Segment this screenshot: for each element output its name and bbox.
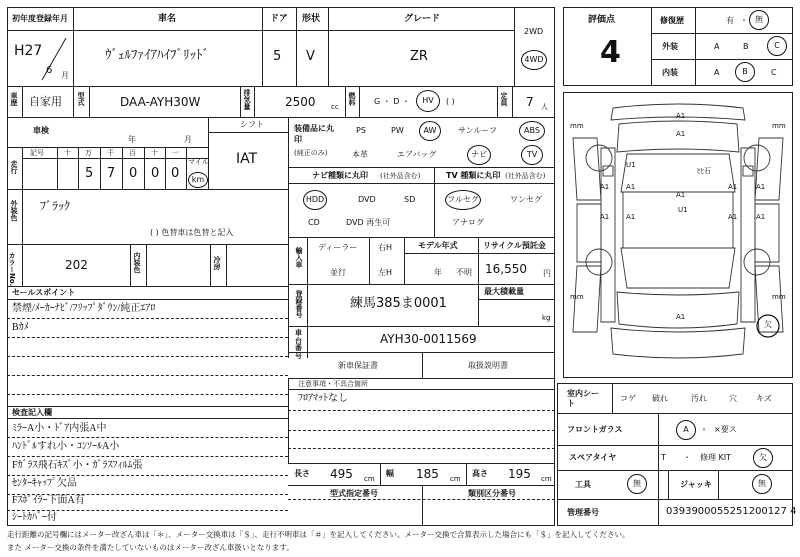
import-rh: 右H [378,243,393,252]
int-b: B [742,67,748,76]
width-label: 幅 [386,469,394,478]
ext-c: C [774,41,780,50]
import-lh: 左H [378,268,393,277]
displacement-value: 2500 [285,95,316,109]
equip-navi: ナビ [471,150,487,159]
fuel-label: 燃料 [348,92,356,106]
tools-label: 工具 [575,480,591,489]
car-name-label: 車名 [158,14,177,24]
shape-value: V [306,49,315,64]
drive-4wd: 4WD [524,55,544,64]
capacity-unit: 人 [541,103,548,111]
navi-label: ナビ種類に丸印 [312,171,368,180]
tv-fullseg: フルセグ [447,195,479,204]
notes-label: 注意事項・不具合箇所 [298,380,368,388]
equip-sunroof: サンルーフ [458,126,497,135]
length-unit: cm [364,475,375,483]
diagram-mm-tl: mm [570,122,584,130]
fuel-hv-circle [416,90,440,112]
usage-value: 自家用 [29,95,62,108]
warranty-manual: 取扱説明書 [468,361,508,370]
check-line-5: ｼｰﾄｶﾊﾞｰ付 [12,512,57,523]
diagram-missing: 欠 [764,320,772,329]
capacity-value: 7 [526,95,534,109]
digit-header-4: 百 [129,149,136,157]
seat-item-3: 穴 [729,394,737,403]
seat-item-0: コゲ [620,394,636,403]
navi-sub: (社外品含む) [380,172,421,180]
diagram-mark-1: A1 [676,130,686,138]
grade-value: ZR [410,49,428,64]
equip-aw-circle [419,121,441,141]
inspection-label: 車検 [33,126,49,135]
score-label: 評価点 [588,15,616,25]
equip-airbag: エアバッグ [397,150,437,159]
spare-label: スペアタイヤ [569,453,617,462]
footer-line-2: また メーター交換の条件を満たしていないものはメーター改ざん車扱いとなります。 [7,543,294,552]
equip-aw: AW [423,126,437,135]
month-suffix: 月 [61,71,69,80]
diagram-mm-tr: mm [772,122,786,130]
jack-label: ジャッキ [680,480,712,489]
check-line-3: ｾﾝﾀｰｷｬｯﾌﾟ欠品 [12,478,77,489]
repair-yes: 有 [726,16,734,25]
int-b-circle [735,62,755,82]
spare-kit: 修理 KIT [700,453,732,462]
equip-pw: PW [391,126,404,135]
repair-no: 無 [755,15,763,24]
int-color-label: 内装色 [133,252,141,273]
warranty-new-car: 新車保証書 [338,361,378,370]
seat-item-1: 破れ [652,394,668,403]
shift-value: IAT [236,151,258,167]
color-code-label: カラーNo. [8,252,16,287]
navi-sd: SD [404,195,416,204]
fuel-options: G ・ D ・ [374,97,410,106]
equipment-label: 装備品に丸印 [294,124,334,144]
grade-label: グレード [404,14,441,24]
mileage-digit-3: 0 [151,166,160,181]
diagram-mark-10: A1 [756,183,766,191]
model-year-unit: 年 [434,268,442,277]
color-code: 202 [65,258,88,272]
height-value: 195 [508,467,531,481]
front-glass-a: A [683,425,689,434]
footer-line-1: 走行距離の記号欄にはメーター改ざん車は「＊」、メーター交換車は「＄」、走行不明車は「＃」を記入してください。メーター交換で合算表示した場合にも「＄」を記入してください。 [7,530,630,539]
mileage-label: 走行 [10,160,18,174]
mileage-digit-2: 0 [129,166,138,181]
diagram-mark-12: A1 [756,213,766,221]
check-line-2: Fｶﾞﾗｽ飛石ｷｽﾞ小・ｶﾞﾗｽﾌｨﾙﾑ張 [12,460,143,471]
displacement-label: 排気量 [243,89,251,110]
front-glass-sep: ・ [700,425,708,434]
km-circle [188,172,208,188]
ext-a: A [714,42,720,51]
diagram-mm-bl: mm [570,293,584,301]
height-label: 高さ [472,469,488,478]
equip-ps: PS [356,126,366,135]
shape-label: 形状 [302,14,321,24]
jack-none: 無 [758,479,766,488]
model-year-unknown: 不明 [456,268,472,277]
fuel-selected: HV [422,96,434,105]
recycle-yen: 円 [543,269,551,278]
int-label: 内装 [662,68,678,77]
equipment-sub: (純正のみ) [294,149,328,157]
front-glass-label: フロントガラス [567,425,623,434]
shift-label: シフト [240,120,264,129]
sales-line-1: Bｶﾒ [12,322,29,333]
diagram-mark-5: A1 [676,191,686,199]
first-reg-year: H27 [14,43,43,59]
mileage-digit-1: 7 [107,166,116,181]
equip-tv: TV [526,150,538,159]
navi-dvd: DVD [358,195,376,204]
diagram-mark-6: A1 [728,183,738,191]
tv-fullseg-circle [445,190,481,210]
int-c: C [771,68,777,77]
digit-header-2: 万 [85,149,92,157]
control-value: 0393900055251200127 4 [666,506,797,517]
import-parallel: 並行 [330,268,346,277]
score-value: 4 [600,35,621,70]
spare-missing: 欠 [759,453,767,462]
equip-tv-circle [521,145,543,165]
mileage-digit-4: 0 [171,166,180,181]
tools-none-circle [627,474,647,494]
spare-sep: ・ [683,453,691,462]
chassis-label: 車台番号 [295,329,302,361]
capacity-label: 定員 [500,92,508,106]
diagram-mark-8: A1 [728,213,738,221]
navi-cd: CD [308,218,320,227]
digit-header-0: 記号 [30,149,44,157]
type-number-label: 型式指定番号 [330,489,378,498]
color-label: 外装色 [10,200,18,221]
recycle-label: リサイクル預託金 [483,241,546,250]
diagram-mark-3: A1 [626,183,636,191]
spare-t: T [661,453,666,462]
model-value: DAA-AYH30W [120,95,201,109]
diagram-mark-4: A1 [626,213,636,221]
check-line-1: ﾊﾝﾄﾞﾙすれ小・ｺﾝｿｰﾙA小 [12,441,120,452]
sales-label: セールスポイント [12,288,76,297]
navi-dvd-play: DVD 再生可 [346,218,391,227]
digit-header-6: 一 [172,149,179,157]
length-label: 長さ [294,469,310,478]
model-year-label: モデル年式 [418,241,458,250]
navi-hdd-circle [303,190,327,210]
tv-label: TV 種類に丸印 [446,171,501,180]
fuel-paren: ( ) [446,97,455,106]
model-label: 型式 [77,92,85,106]
tools-none: 無 [633,479,641,488]
diagram-mark-9: A1 [600,183,610,191]
front-glass-a-circle [676,420,696,440]
repair-dot: ・ [740,16,748,25]
tv-analog: アナログ [452,218,484,227]
spare-missing-circle [753,448,773,468]
repair-no-circle [749,10,769,30]
seat-item-4: キズ [756,394,772,403]
equip-leather: 本革 [352,150,368,159]
check-line-4: Fｽﾎﾟｲﾗｰ下面A有 [12,495,85,506]
equip-abs-circle [519,121,545,141]
registration-value: 練馬385ま0001 [350,296,447,311]
digit-header-1: 十 [64,149,71,157]
km-unit: km [191,175,205,184]
diagram-mm-br: mm [772,293,786,301]
diagram-mark-11: A1 [600,213,610,221]
repair-label: 修復歴 [660,16,684,25]
jack-none-circle [752,474,772,494]
diagram-mark-14: ﾋﾋ石 [697,167,711,175]
seat-item-2: 汚れ [691,394,707,403]
door-label: ドア [270,14,288,24]
mileage-digit-0: 5 [85,166,94,181]
color-value: ﾌﾞﾗｯｸ [40,199,71,213]
sales-line-0: 禁煙/ﾒｰｶｰﾅﾋﾞ/ﾌﾘｯﾌﾟﾀﾞｳﾝ/純正ｴｱﾛ [12,303,156,314]
tv-oneseg: ワンセグ [510,195,542,204]
digit-header-7: マイル [188,158,209,166]
int-a: A [714,68,720,77]
cc-unit: cc [331,103,339,111]
class-number-label: 類別区分番号 [468,489,516,498]
digit-header-3: 千 [107,149,114,157]
door-count: 5 [273,49,282,64]
front-glass-alt: ×要ス [714,425,737,434]
length-value: 495 [330,467,353,481]
max-load-label: 最大積載量 [484,287,524,296]
first-reg-month: 6 [46,65,53,76]
chassis-value: AYH30-0011569 [380,332,477,346]
ext-c-circle [767,36,787,56]
max-load-kg: kg [542,314,551,322]
diagram-mark-0: A1 [676,112,686,120]
usage-label: 車歴 [10,92,18,106]
seat-label: 室内シート [567,389,599,409]
drive-4wd-circle [521,50,547,70]
drive-2wd: 2WD [524,27,544,36]
diagram-mark-13: A1 [676,313,686,321]
registration-label: 登録番号 [295,290,303,318]
digit-header-5: 十 [151,149,158,157]
fridge-label: 冷房 [213,256,221,270]
diagram-mark-7: U1 [678,206,688,214]
width-value: 185 [416,467,439,481]
inspection-year: 年 [128,135,136,144]
car-name: ｳﾞｪﾙﾌｧｲｱﾊｲﾌﾞﾘｯﾄﾞ [105,47,209,62]
height-unit: cm [541,475,552,483]
navi-hdd: HDD [305,195,325,204]
ext-b: B [743,42,749,51]
import-dealer: ディーラー [318,243,358,252]
check-line-0: ﾐﾗｰA小・ﾄﾞｱ内張A中 [12,423,107,434]
ext-label: 外装 [662,42,678,51]
check-label: 検査記入欄 [12,408,52,417]
first-reg-label: 初年度登録年月 [12,14,68,23]
notes-value: ﾌﾛｱﾏｯﾄなし [298,393,348,404]
control-label: 管理番号 [567,508,599,517]
inspection-month: 月 [184,135,192,144]
equip-abs: ABS [524,126,540,135]
equip-navi-circle [467,145,491,165]
import-label: 輸入車 [295,247,303,268]
diagram-mark-2: U1 [626,161,636,169]
color-note: ( ) 色替車は色替と記入 [150,228,234,237]
tv-sub: (社外品含む) [505,172,546,180]
width-unit: cm [450,475,461,483]
recycle-value: 16,550 [485,262,527,276]
